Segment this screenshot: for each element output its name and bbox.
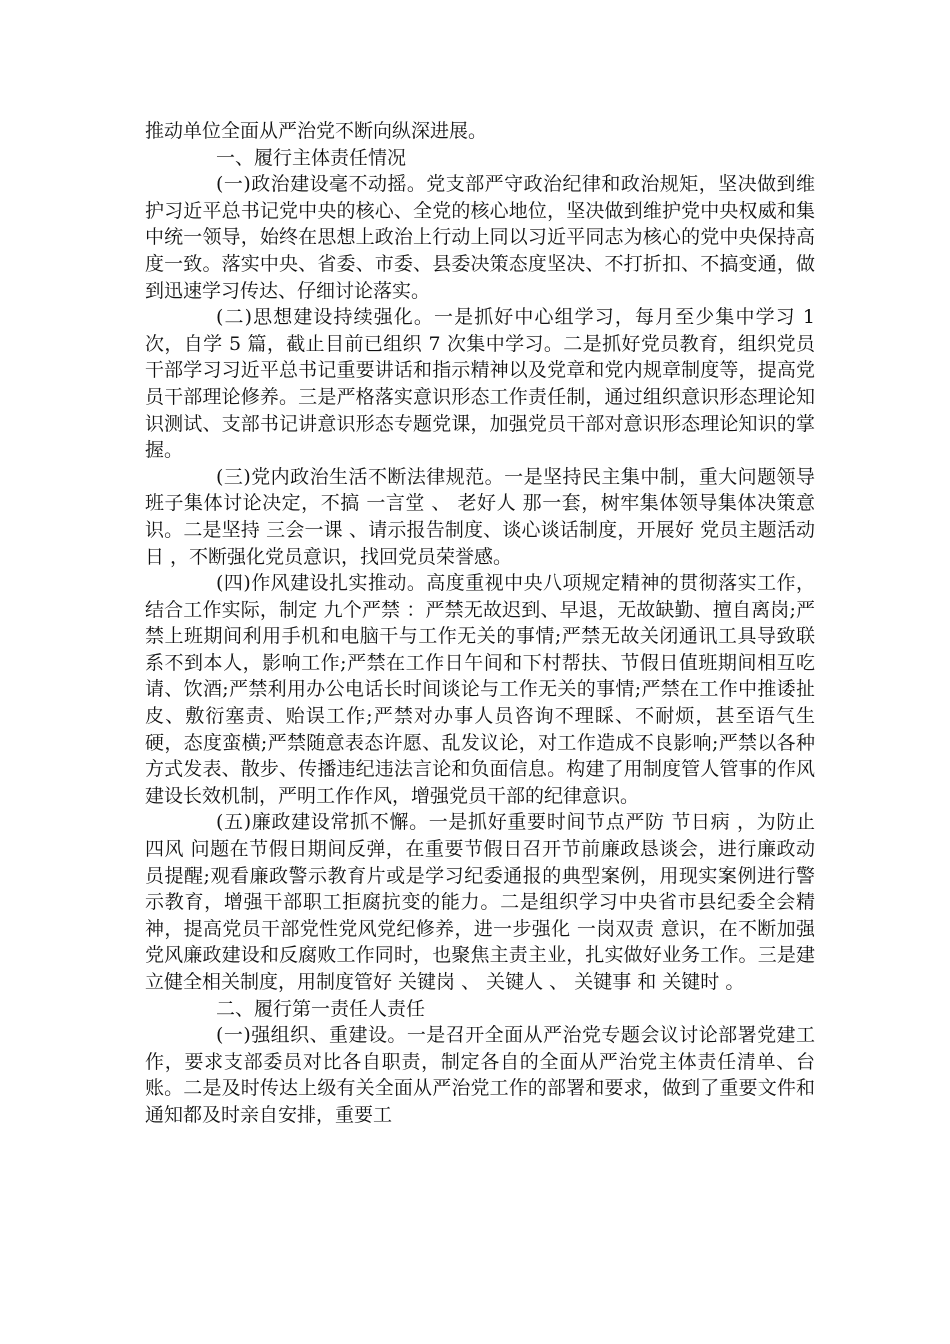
paragraph-clean-government: (五)廉政建设常抓不懈。一是抓好重要时间节点严防 节日病 ，为防止 四风 问题在节假日期间反弹，在重要节假日召开节前廉政恳谈会，进行廉政动员提醒;观看廉政警示教育片或是学习纪委通报的典型案例，用现实案例进行警示教育，增强干部职工拒腐抗变的能力。二是组织学习中央省市县纪委全会精神，提高党员干部党性党风党纪修养，进一步强化 一岗双责 意识，在不断加强党风廉政建设和反腐败工作同时，也聚焦主责主业，扎实做好业务工作。三是建立健全相关制度，用制度管好 关键岗 、 关键人 、 关键事 和 关键时 。 — [145, 811, 815, 993]
section-heading-2: 二、履行第一责任人责任 — [216, 997, 426, 1020]
paragraph-work-style: (四)作风建设扎实推动。高度重视中央八项规定精神的贯彻落实工作，结合工作实际，制定 九个严禁 ：严禁无故迟到、早退，无故缺勤、擅自离岗;严禁上班期间利用手机和电脑干与工作无关的事情;严禁无故关闭通讯工具导致联系不到本人，影响工作;严禁在工作日午间和下村帮扶、节假日值班期间相互吃请、饮酒;严禁利用办公电话长时间谈论与工作无关的事情;严禁在工作中推诿扯皮、敷衍塞责、贻误工作;严禁对办事人员咨询不理睬、不耐烦，甚至语气生硬，态度蛮横;严禁随意表态许愿、乱发议论，对工作造成不良影响;严禁以各种方式发表、散步、传播违纪违法言论和负面信息。构建了用制度管人管事的作风建设长效机制，严明工作作风，增强党员干部的纪律意识。 — [145, 572, 815, 807]
document-body — [145, 118, 815, 1129]
paragraph-party-political-life: (三)党内政治生活不断法律规范。一是坚持民主集中制，重大问题领导班子集体讨论决定，不搞 一言堂 、 老好人 那一套，树牢集体领导集体决策意识。二是坚持 三会一课 、请示报告制度、谈心谈话制度，开展好 党员主题活动日 ，不断强化党员意识，找回党员荣誉感。 — [145, 465, 815, 568]
paragraph-political-building: (一)政治建设毫不动摇。党支部严守政治纪律和政治规矩，坚决做到维护习近平总书记党中央的核心、全党的核心地位，坚决做到维护党中央权威和集中统一领导，始终在思想上政治上行动上同以习近平同志为核心的党中央保持高度一致。落实中央、省委、市委、县委决策态度坚决、不打折扣、不搞变通，做到迅速学习传达、仔细讨论落实。 — [145, 173, 815, 302]
paragraph-organization: (一)强组织、重建设。一是召开全面从严治党专题会议讨论部署党建工作，要求支部委员对比各自职责，制定各自的全面从严治党主体责任清单、台账。二是及时传达上级有关全面从严治党工作的部署和要求，做到了重要文件和通知都及时亲自安排，重要工 — [145, 1024, 815, 1126]
paragraph-ideological-building: (二)思想建设持续强化。一是抓好中心组学习，每月至少集中学习 1 次，自学 5 篇，截止目前已组织 7 次集中学习。二是抓好党员教育，组织党员干部学习习近平总书记重要讲话和指示精神以及党章和党内规章制度等，提高党员干部理论修养。三是严格落实意识形态工作责任制，通过组织意识形态理论知识测试、支部书记讲意识形态专题党课，加强党员干部对意识形态理论知识的掌握。 — [145, 306, 815, 462]
section-heading-1: 一、履行主体责任情况 — [216, 146, 407, 169]
paragraph-intro-end: 推动单位全面从严治党不断向纵深进展。 — [145, 120, 488, 142]
